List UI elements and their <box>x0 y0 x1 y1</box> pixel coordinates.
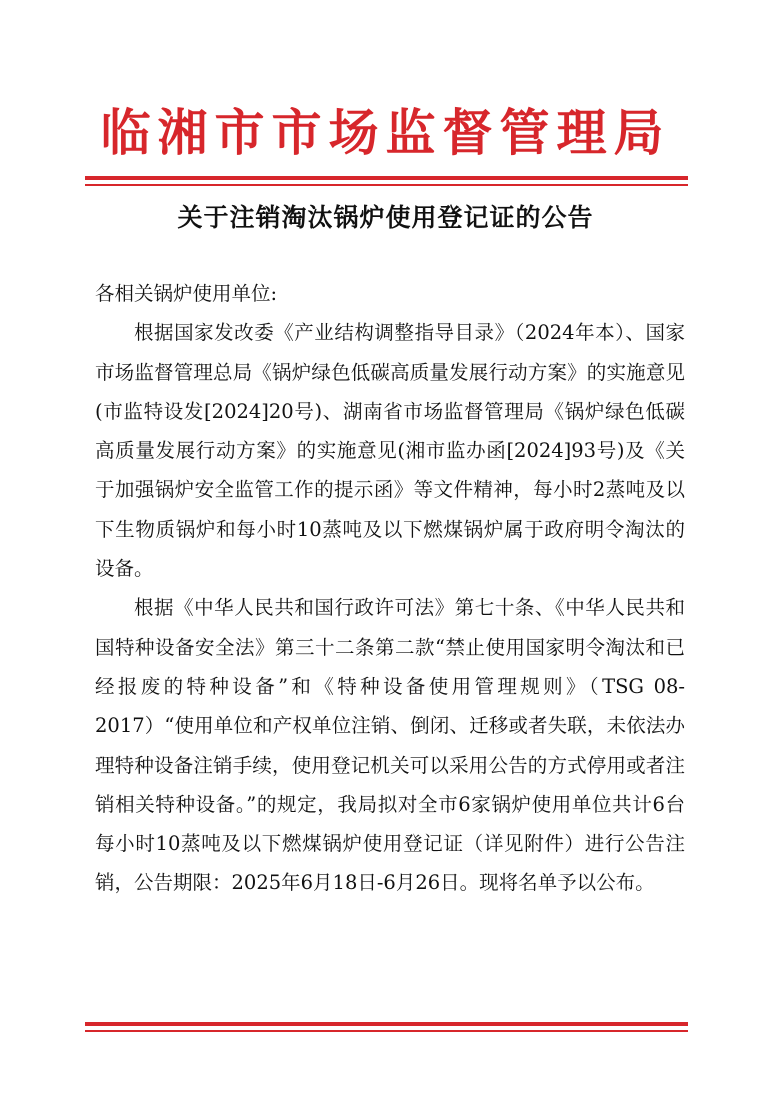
document-title: 关于注销淘汰锅炉使用登记证的公告 <box>177 203 594 232</box>
body-paragraph-1: 根据国家发改委《产业结构调整指导目录》（2024年本）、国家市场监督管理总局《锅炉绿色低碳高质量发展行动方案》的实施意见(市监特设发[2024]20号)、湖南省市场监督管理局《锅炉绿色低碳高质量发展行动方案》的实施意见(湘市监办函[2024]93号)及《关于加强锅炉安全监管工作的提示函》等文件精神，每小时2蒸吨及以下生物质锅炉和每小时10蒸吨及以下燃煤锅炉属于政府明令淘汰的设备。 <box>95 321 685 581</box>
footer-red-rule <box>85 1022 688 1032</box>
body-paragraph-2: 根据《中华人民共和国行政许可法》第七十条、《中华人民共和国特种设备安全法》第三十二条第二款“禁止使用国家明令淘汰和已经报废的特种设备”和《特种设备使用管理规则》（TSG 08-2017）“使用单位和产权单位注销、倒闭、迁移或者失联，未依法办理特种设备注销手续，使用登记机关可以采用公告的方式停用或者注销相关特种设备。”的规定，我局拟对全市6家锅炉使用单位共计6台每小时10蒸吨及以下燃煤锅炉使用登记证（详见附件）进行公告注销，公告期限：2025年6月18日-6月26日。现将名单予以公布。 <box>95 596 685 895</box>
document-body <box>95 274 685 903</box>
issuer-header: 临湘市市场监督管理局 <box>100 103 671 162</box>
salutation: 各相关锅炉使用单位: <box>95 282 278 305</box>
header-red-rule <box>85 176 688 186</box>
